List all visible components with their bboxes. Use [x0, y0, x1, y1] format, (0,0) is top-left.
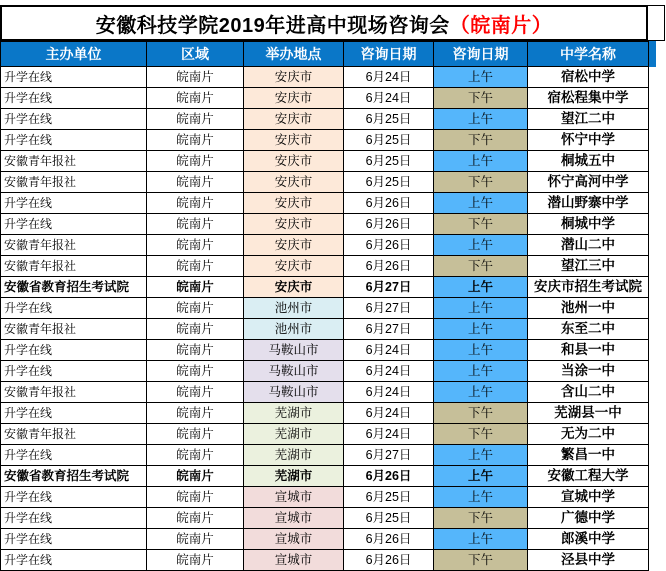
- org-cell: 升学在线: [1, 361, 147, 382]
- region-cell: 皖南片: [147, 445, 244, 466]
- region-cell: 皖南片: [147, 550, 244, 571]
- table-row: [1, 403, 649, 424]
- column-header-region: 区域: [147, 42, 244, 67]
- city-cell: 宣城市: [244, 487, 344, 508]
- school-cell: 宿松程集中学: [528, 88, 649, 109]
- city-cell: 安庆市: [244, 214, 344, 235]
- date-cell: 6月24日: [344, 88, 434, 109]
- session-cell: 下午: [434, 550, 528, 571]
- org-cell: 升学在线: [1, 214, 147, 235]
- table-row: [1, 277, 649, 298]
- school-cell: 泾县中学: [528, 550, 649, 571]
- school-cell: 潜山二中: [528, 235, 649, 256]
- city-cell: 宣城市: [244, 550, 344, 571]
- region-cell: 皖南片: [147, 235, 244, 256]
- org-cell: 升学在线: [1, 550, 147, 571]
- table-row: [1, 67, 649, 88]
- school-cell: 怀宁中学: [528, 130, 649, 151]
- session-cell: 下午: [434, 88, 528, 109]
- org-cell: 升学在线: [1, 109, 147, 130]
- school-cell: 望江三中: [528, 256, 649, 277]
- city-cell: 安庆市: [244, 109, 344, 130]
- column-header-session: 咨询日期: [434, 42, 528, 67]
- org-cell: 安徽青年报社: [1, 382, 147, 403]
- org-cell: 升学在线: [1, 193, 147, 214]
- school-cell: 安徽工程大学: [528, 466, 649, 487]
- date-cell: 6月25日: [344, 508, 434, 529]
- region-cell: 皖南片: [147, 382, 244, 403]
- table-row: [1, 361, 649, 382]
- org-cell: 安徽省教育招生考试院: [1, 277, 147, 298]
- session-cell: 上午: [434, 466, 528, 487]
- date-cell: 6月26日: [344, 529, 434, 550]
- org-cell: 升学在线: [1, 340, 147, 361]
- city-cell: 宣城市: [244, 508, 344, 529]
- page-title-text: 安徽科技学院2019年进高中现场咨询会: [95, 14, 450, 37]
- school-cell: 潜山野寨中学: [528, 193, 649, 214]
- session-cell: 上午: [434, 67, 528, 88]
- schedule-table: [0, 41, 649, 571]
- date-cell: 6月27日: [344, 445, 434, 466]
- org-cell: 安徽青年报社: [1, 151, 147, 172]
- column-header-date: 咨询日期: [344, 42, 434, 67]
- school-cell: 含山二中: [528, 382, 649, 403]
- session-cell: 上午: [434, 529, 528, 550]
- date-cell: 6月27日: [344, 298, 434, 319]
- table-row: [1, 508, 649, 529]
- region-cell: 皖南片: [147, 109, 244, 130]
- region-cell: 皖南片: [147, 424, 244, 445]
- school-cell: 繁昌一中: [528, 445, 649, 466]
- region-cell: 皖南片: [147, 487, 244, 508]
- region-cell: 皖南片: [147, 466, 244, 487]
- city-cell: 池州市: [244, 298, 344, 319]
- school-cell: 郎溪中学: [528, 529, 649, 550]
- date-cell: 6月24日: [344, 361, 434, 382]
- table-row: [1, 445, 649, 466]
- city-cell: 安庆市: [244, 88, 344, 109]
- org-cell: 安徽青年报社: [1, 256, 147, 277]
- org-cell: 安徽青年报社: [1, 424, 147, 445]
- column-header-org: 主办单位: [1, 42, 147, 67]
- date-cell: 6月24日: [344, 424, 434, 445]
- column-header-school: 中学名称: [528, 42, 649, 67]
- region-cell: 皖南片: [147, 277, 244, 298]
- date-cell: 6月26日: [344, 235, 434, 256]
- region-cell: 皖南片: [147, 298, 244, 319]
- org-cell: 安徽青年报社: [1, 235, 147, 256]
- city-cell: 芜湖市: [244, 445, 344, 466]
- school-cell: 无为二中: [528, 424, 649, 445]
- session-cell: 上午: [434, 235, 528, 256]
- table-row: [1, 151, 649, 172]
- date-cell: 6月27日: [344, 319, 434, 340]
- session-cell: 上午: [434, 109, 528, 130]
- org-cell: 升学在线: [1, 298, 147, 319]
- date-cell: 6月25日: [344, 487, 434, 508]
- org-cell: 升学在线: [1, 403, 147, 424]
- school-cell: 池州一中: [528, 298, 649, 319]
- table-row: [1, 88, 649, 109]
- school-cell: 当涂一中: [528, 361, 649, 382]
- session-cell: 上午: [434, 319, 528, 340]
- table-row: [1, 424, 649, 445]
- city-cell: 宣城市: [244, 529, 344, 550]
- region-cell: 皖南片: [147, 67, 244, 88]
- session-cell: 下午: [434, 172, 528, 193]
- session-cell: 上午: [434, 277, 528, 298]
- date-cell: 6月26日: [344, 193, 434, 214]
- org-cell: 安徽青年报社: [1, 172, 147, 193]
- table-row: [1, 319, 649, 340]
- date-cell: 6月25日: [344, 109, 434, 130]
- date-cell: 6月25日: [344, 172, 434, 193]
- session-cell: 上午: [434, 193, 528, 214]
- session-cell: 上午: [434, 361, 528, 382]
- table-row: [1, 193, 649, 214]
- region-cell: 皖南片: [147, 529, 244, 550]
- date-cell: 6月24日: [344, 382, 434, 403]
- school-cell: 广德中学: [528, 508, 649, 529]
- region-cell: 皖南片: [147, 88, 244, 109]
- city-cell: 芜湖市: [244, 466, 344, 487]
- date-cell: 6月25日: [344, 151, 434, 172]
- school-cell: 和县一中: [528, 340, 649, 361]
- school-cell: 桐城中学: [528, 214, 649, 235]
- session-cell: 上午: [434, 487, 528, 508]
- table-row: [1, 529, 649, 550]
- school-cell: 安庆市招生考试院: [528, 277, 649, 298]
- header-fill-extension: [648, 41, 656, 67]
- table-row: [1, 109, 649, 130]
- empty-grid-cell: [648, 5, 665, 41]
- session-cell: 下午: [434, 424, 528, 445]
- school-cell: 宣城中学: [528, 487, 649, 508]
- org-cell: 升学在线: [1, 487, 147, 508]
- date-cell: 6月27日: [344, 277, 434, 298]
- session-cell: 下午: [434, 130, 528, 151]
- session-cell: 下午: [434, 508, 528, 529]
- table-header-row: [1, 42, 649, 67]
- date-cell: 6月24日: [344, 67, 434, 88]
- session-cell: 上午: [434, 298, 528, 319]
- city-cell: 安庆市: [244, 151, 344, 172]
- date-cell: 6月26日: [344, 214, 434, 235]
- school-cell: 东至二中: [528, 319, 649, 340]
- org-cell: 升学在线: [1, 130, 147, 151]
- region-cell: 皖南片: [147, 172, 244, 193]
- page-title: [0, 5, 648, 41]
- city-cell: 马鞍山市: [244, 382, 344, 403]
- city-cell: 芜湖市: [244, 403, 344, 424]
- title-region-highlight: （皖南片）: [449, 14, 553, 37]
- city-cell: 马鞍山市: [244, 361, 344, 382]
- session-cell: 上午: [434, 445, 528, 466]
- region-cell: 皖南片: [147, 256, 244, 277]
- session-cell: 上午: [434, 382, 528, 403]
- region-cell: 皖南片: [147, 319, 244, 340]
- table-row: [1, 550, 649, 571]
- org-cell: 升学在线: [1, 508, 147, 529]
- session-cell: 下午: [434, 403, 528, 424]
- table-row: [1, 256, 649, 277]
- school-cell: 桐城五中: [528, 151, 649, 172]
- org-cell: 升学在线: [1, 67, 147, 88]
- city-cell: 安庆市: [244, 67, 344, 88]
- city-cell: 安庆市: [244, 172, 344, 193]
- school-cell: 怀宁高河中学: [528, 172, 649, 193]
- date-cell: 6月24日: [344, 403, 434, 424]
- city-cell: 池州市: [244, 319, 344, 340]
- region-cell: 皖南片: [147, 151, 244, 172]
- city-cell: 芜湖市: [244, 424, 344, 445]
- school-cell: 望江二中: [528, 109, 649, 130]
- date-cell: 6月26日: [344, 256, 434, 277]
- table-row: [1, 130, 649, 151]
- region-cell: 皖南片: [147, 214, 244, 235]
- date-cell: 6月26日: [344, 550, 434, 571]
- session-cell: 下午: [434, 256, 528, 277]
- table-row: [1, 214, 649, 235]
- session-cell: 上午: [434, 151, 528, 172]
- table-row: [1, 382, 649, 403]
- table-row: [1, 340, 649, 361]
- school-cell: 芜湖县一中: [528, 403, 649, 424]
- session-cell: 上午: [434, 340, 528, 361]
- date-cell: 6月25日: [344, 130, 434, 151]
- region-cell: 皖南片: [147, 403, 244, 424]
- org-cell: 安徽青年报社: [1, 319, 147, 340]
- region-cell: 皖南片: [147, 340, 244, 361]
- region-cell: 皖南片: [147, 193, 244, 214]
- table-row: [1, 235, 649, 256]
- school-cell: 宿松中学: [528, 67, 649, 88]
- org-cell: 升学在线: [1, 529, 147, 550]
- org-cell: 升学在线: [1, 88, 147, 109]
- date-cell: 6月26日: [344, 466, 434, 487]
- region-cell: 皖南片: [147, 130, 244, 151]
- city-cell: 安庆市: [244, 277, 344, 298]
- table-row: [1, 487, 649, 508]
- table-row: [1, 298, 649, 319]
- date-cell: 6月24日: [344, 340, 434, 361]
- region-cell: 皖南片: [147, 508, 244, 529]
- table-row: [1, 172, 649, 193]
- city-cell: 安庆市: [244, 235, 344, 256]
- org-cell: 安徽省教育招生考试院: [1, 466, 147, 487]
- region-cell: 皖南片: [147, 361, 244, 382]
- session-cell: 下午: [434, 214, 528, 235]
- city-cell: 安庆市: [244, 193, 344, 214]
- city-cell: 马鞍山市: [244, 340, 344, 361]
- table-row: [1, 466, 649, 487]
- city-cell: 安庆市: [244, 256, 344, 277]
- city-cell: 安庆市: [244, 130, 344, 151]
- org-cell: 升学在线: [1, 445, 147, 466]
- column-header-city: 举办地点: [244, 42, 344, 67]
